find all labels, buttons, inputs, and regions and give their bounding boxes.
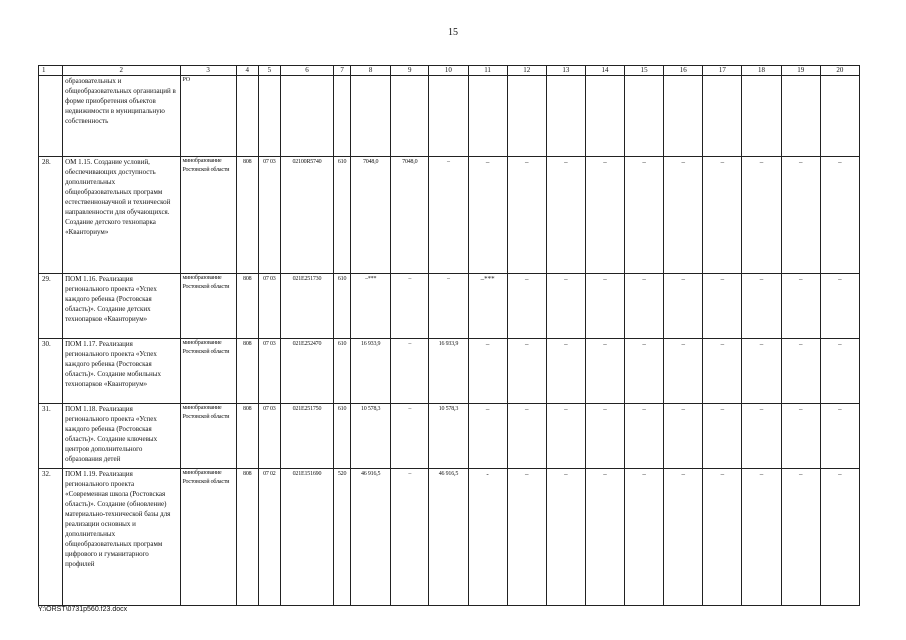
row-code-section [258, 76, 280, 157]
row-code-grbs [236, 76, 258, 157]
row-value-year: – [664, 469, 703, 606]
row-value-year: – [625, 469, 664, 606]
row-value-year: – [703, 469, 742, 606]
row-code-section: 07 03 [258, 157, 280, 274]
row-value-year: – [781, 339, 820, 404]
row-value-2020 [429, 76, 468, 157]
row-value-year: – [820, 469, 859, 606]
row-value-year: – [781, 404, 820, 469]
row-number: 31. [39, 404, 63, 469]
row-code-grbs: 808 [236, 469, 258, 606]
row-number: 28. [39, 157, 63, 274]
row-agency: минобразование Ростовской области [180, 404, 236, 469]
row-value-year: – [507, 274, 546, 339]
row-value-2019: – [391, 404, 429, 469]
row-code-type: 610 [334, 274, 351, 339]
row-code-type [334, 76, 351, 157]
row-value-year: – [820, 157, 859, 274]
row-value-year: – [820, 404, 859, 469]
row-value-year [703, 76, 742, 157]
row-value-year: – [625, 404, 664, 469]
row-value-year: – [585, 404, 624, 469]
row-value-total [351, 76, 391, 157]
row-value-year: – [664, 404, 703, 469]
column-header: 15 [625, 66, 664, 76]
row-value-year: – [507, 404, 546, 469]
row-value-year [664, 76, 703, 157]
column-header: 16 [664, 66, 703, 76]
row-value-year: – [781, 274, 820, 339]
row-value-total: 10 578,3 [351, 404, 391, 469]
row-value-total: 46 916,5 [351, 469, 391, 606]
row-value-year: – [703, 274, 742, 339]
row-value-year: – [507, 339, 546, 404]
column-header: 14 [585, 66, 624, 76]
row-value-2019: – [391, 339, 429, 404]
row-value-total: –*** [351, 274, 391, 339]
table-row [39, 404, 860, 469]
row-name: ОМ 1.15. Создание условий, обеспечивающих доступность дополнительных общеобразовательных программ естественнонаучной и технической направленности для обучающихся. Создание детского технопарка «Кванториум» [63, 157, 180, 274]
row-value-year: – [468, 339, 507, 404]
row-value-year: – [546, 469, 585, 606]
row-name: ПОМ 1.17. Реализация регионального проекта «Успех каждого ребенка (Ростовская область)». Создание мобильных технопарков «Кванториум» [63, 339, 180, 404]
column-header: 8 [351, 66, 391, 76]
row-agency: минобразование Ростовской области [180, 157, 236, 274]
row-value-year: – [781, 469, 820, 606]
column-header: 5 [258, 66, 280, 76]
row-value-year: – [664, 157, 703, 274]
row-code-type: 610 [334, 157, 351, 274]
row-value-2019: – [391, 469, 429, 606]
row-value-total: 16 933,9 [351, 339, 391, 404]
column-header: 3 [180, 66, 236, 76]
row-value-2019: – [391, 274, 429, 339]
row-value-2020: 46 916,5 [429, 469, 468, 606]
row-code-grbs: 808 [236, 274, 258, 339]
column-header: 20 [820, 66, 859, 76]
row-name: образовательных и общеобразовательных организаций в форме приобретения объектов недвижимости в муниципальную собственность [63, 76, 180, 157]
row-name: ПОМ 1.18. Реализация регионального проекта «Успех каждого ребенка (Ростовская область)». Создание ключевых центров дополнительного образования детей [63, 404, 180, 469]
row-code-section: 07 03 [258, 274, 280, 339]
row-value-year [546, 76, 585, 157]
row-value-year [585, 76, 624, 157]
row-code-type: 610 [334, 404, 351, 469]
row-code-grbs: 808 [236, 339, 258, 404]
row-code-target [280, 76, 333, 157]
row-value-2019 [391, 76, 429, 157]
row-agency: РО [180, 76, 236, 157]
row-value-year [742, 76, 781, 157]
row-number: 30. [39, 339, 63, 404]
row-value-year: – [546, 339, 585, 404]
row-value-year: – [742, 469, 781, 606]
row-agency: минобразование Ростовской области [180, 274, 236, 339]
row-value-total: 7048,0 [351, 157, 391, 274]
row-value-year [468, 76, 507, 157]
budget-table [38, 65, 860, 606]
row-value-year [507, 76, 546, 157]
row-value-year: – [507, 469, 546, 606]
column-header: 17 [703, 66, 742, 76]
row-value-year: – [468, 404, 507, 469]
column-header: 2 [63, 66, 180, 76]
row-value-2020: 16 933,9 [429, 339, 468, 404]
column-header: 10 [429, 66, 468, 76]
row-value-year: – [585, 469, 624, 606]
row-number [39, 76, 63, 157]
row-value-2020: – [429, 157, 468, 274]
column-header: 1 [39, 66, 63, 76]
table-row [39, 157, 860, 274]
row-value-year: – [585, 339, 624, 404]
row-value-year: – [468, 157, 507, 274]
row-value-year: - [468, 469, 507, 606]
row-value-year [820, 76, 859, 157]
column-header: 9 [391, 66, 429, 76]
row-name: ПОМ 1.19. Реализация регионального проекта «Современная школа (Ростовская область)». Создание (обновление) материально-технической базы для реализации основных и дополнительных общеобразовательных программ цифрового и гуманитарного профилей [63, 469, 180, 606]
row-value-year: – [742, 157, 781, 274]
column-header: 19 [781, 66, 820, 76]
row-code-target: 021E251730 [280, 274, 333, 339]
row-value-year: – [625, 274, 664, 339]
row-value-year: – [546, 274, 585, 339]
row-code-section: 07 03 [258, 404, 280, 469]
column-header: 12 [507, 66, 546, 76]
row-code-target: 02100R5740 [280, 157, 333, 274]
row-value-2020: 10 578,3 [429, 404, 468, 469]
row-code-grbs: 808 [236, 157, 258, 274]
table-row [39, 76, 860, 157]
row-value-year: – [742, 404, 781, 469]
column-header: 13 [546, 66, 585, 76]
row-value-year: – [664, 274, 703, 339]
row-value-year: – [703, 404, 742, 469]
row-code-section: 07 02 [258, 469, 280, 606]
row-agency: минобразование Ростовской области [180, 469, 236, 606]
row-number: 29. [39, 274, 63, 339]
column-header: 4 [236, 66, 258, 76]
row-number: 32. [39, 469, 63, 606]
row-code-target: 021E252470 [280, 339, 333, 404]
row-value-year: – [664, 339, 703, 404]
row-code-target: 021E151690 [280, 469, 333, 606]
column-header: 6 [280, 66, 333, 76]
column-header: 7 [334, 66, 351, 76]
row-code-section: 07 03 [258, 339, 280, 404]
row-value-year: – [546, 157, 585, 274]
row-value-year: – [703, 339, 742, 404]
page-number: 15 [448, 27, 458, 38]
row-code-grbs: 808 [236, 404, 258, 469]
row-value-year: – [820, 274, 859, 339]
file-path-footer: Y:\ORST\0731p560.f23.docx [38, 606, 128, 613]
row-code-type: 610 [334, 339, 351, 404]
row-agency: минобразование Ростовской области [180, 339, 236, 404]
column-header: 18 [742, 66, 781, 76]
column-number-row [39, 66, 860, 76]
table-row [39, 274, 860, 339]
column-header: 11 [468, 66, 507, 76]
row-value-year: – [742, 274, 781, 339]
row-code-target: 021E251750 [280, 404, 333, 469]
row-value-2020: – [429, 274, 468, 339]
row-value-year: – [625, 157, 664, 274]
row-value-year: – [820, 339, 859, 404]
row-value-year: – [585, 157, 624, 274]
row-code-type: 520 [334, 469, 351, 606]
table-row [39, 469, 860, 606]
row-value-year [625, 76, 664, 157]
row-value-year: – [742, 339, 781, 404]
row-value-year: – [546, 404, 585, 469]
table-body [39, 66, 860, 606]
row-value-year: –*** [468, 274, 507, 339]
row-value-year [781, 76, 820, 157]
row-value-year: – [585, 274, 624, 339]
row-value-year: – [781, 157, 820, 274]
row-name: ПОМ 1.16. Реализация регионального проекта «Успех каждого ребенка (Ростовская область)». Создание детских технопарков «Кванториум» [63, 274, 180, 339]
row-value-2019: 7048,0 [391, 157, 429, 274]
row-value-year: – [703, 157, 742, 274]
table-row [39, 339, 860, 404]
row-value-year: – [507, 157, 546, 274]
row-value-year: – [625, 339, 664, 404]
